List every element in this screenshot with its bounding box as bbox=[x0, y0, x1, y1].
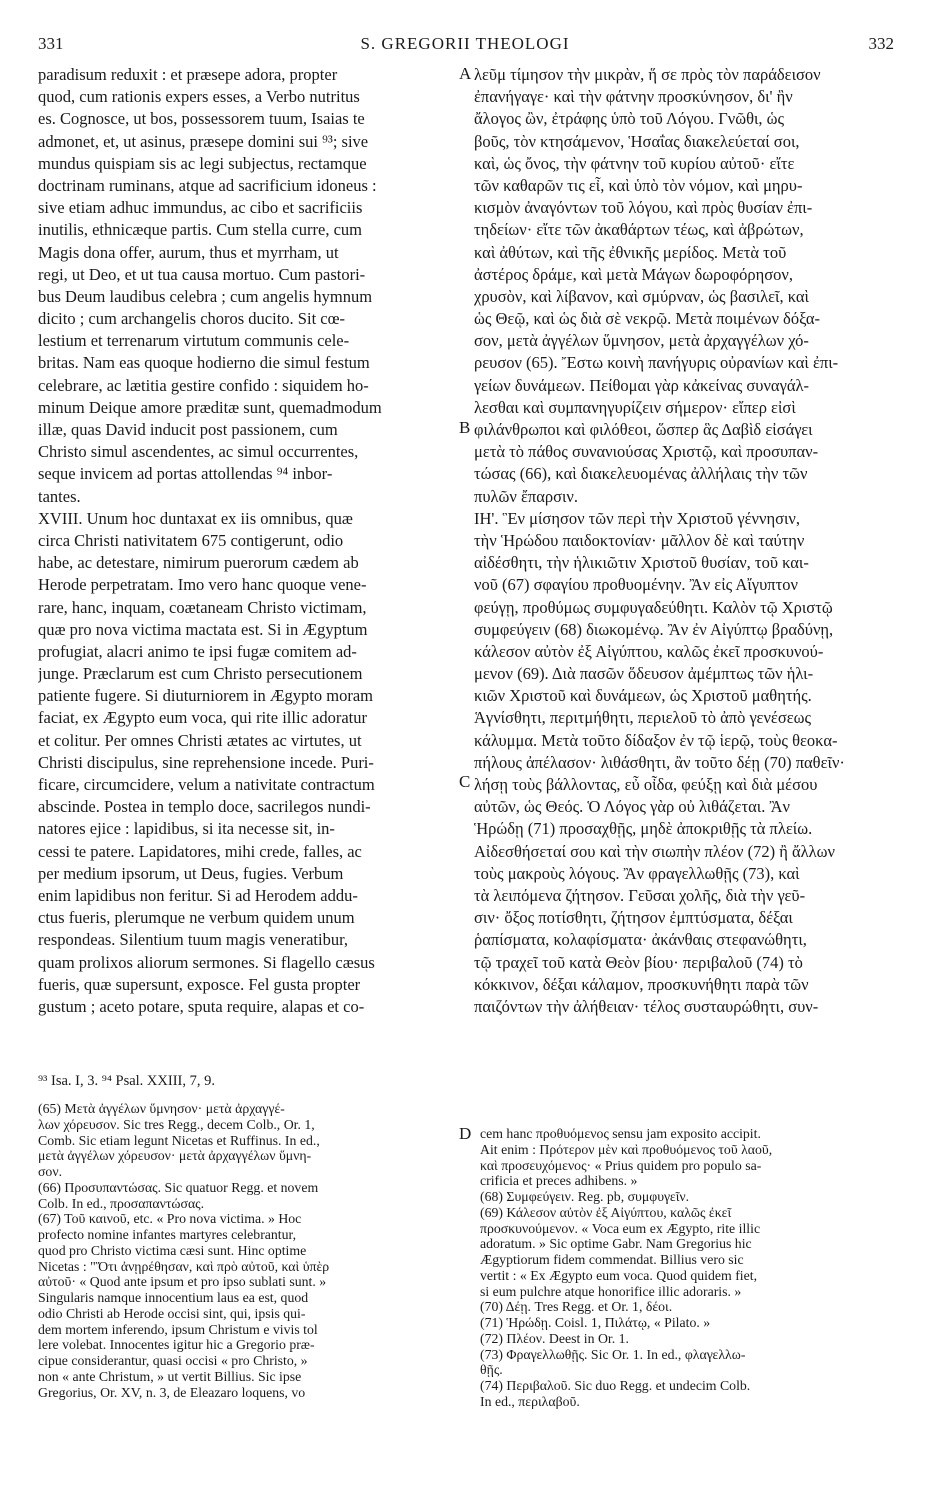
footnote-line: crificia et preces adhibens. » bbox=[480, 1173, 638, 1189]
footnote-line: καὶ προσευχόμενος· « Prius quidem pro populo sa- bbox=[480, 1157, 762, 1173]
footnote-line: cem hanc προθυόμενος sensu jam exposito accipit. bbox=[480, 1126, 761, 1141]
footnote-line: adoratum. » Sic optime Gabr. Nam Gregorius hic bbox=[480, 1236, 752, 1252]
footnote-line: odio Christi ab Herode occisi sint, qui, ipsis qui- bbox=[38, 1305, 306, 1321]
greek-text-line: μετὰ τὸ πάθος συνανιούσας Χριστῷ, καὶ προσυπαν- bbox=[474, 442, 819, 462]
latin-text-line: rare, hanc, inquam, coætaneam Christo victimam, bbox=[38, 597, 367, 617]
footnote-line: dem mortem inferendo, ipsum Christum e vivis tol bbox=[38, 1321, 318, 1337]
latin-text-line: patiente fugere. Si diuturniorem in Ægypto moram bbox=[38, 686, 373, 706]
latin-text-line: bus Deum laudibus celebra ; cum angelis hymnum bbox=[38, 286, 373, 306]
footnote-line: Ægyptiorum fidem commendat. Billius vero sic bbox=[480, 1252, 744, 1267]
margin-letter-c: C bbox=[459, 772, 471, 791]
footnote-line: quod pro Christo victima cæsi sunt. Hinc optime bbox=[38, 1242, 307, 1258]
footnote-line: (67) Τοῦ καινοῦ, etc. « Pro nova victima. » Hoc bbox=[38, 1211, 302, 1227]
greek-text-line: σιν· ὄξος ποτίσθητι, ζήτησον ἐμπτύσματα, δέξαι bbox=[474, 908, 793, 928]
latin-text-line: abscinde. Postea in templo doce, sacrilegos nundi- bbox=[38, 797, 371, 817]
footnote-line: λων χόρευσον. Sic tres Regg., decem Colb., Or. 1, bbox=[38, 1116, 315, 1132]
footnote-line: (72) Πλέον. Deest in Or. 1. bbox=[480, 1330, 630, 1346]
scripture-references: ⁹³ Isa. I, 3. ⁹⁴ Psal. XXIII, 7, 9. bbox=[38, 1073, 215, 1089]
greek-text-line: λήσῃ τοὺς βάλλοντας, εὖ οἶδα, φεύξῃ καὶ διὰ μέσου bbox=[474, 775, 818, 794]
greek-text-line: ἐπανήγαγε· καὶ τὴν φάτνην προσκύνησον, δι' ἣν bbox=[474, 87, 793, 107]
latin-text-line: junge. Præclarum est cum Christo persecutionem bbox=[38, 664, 363, 684]
greek-text-line: ρευσον (65). Ἔστω κοινὴ πανήγυρις οὐρανίων καὶ ἐπι- bbox=[474, 353, 839, 373]
greek-column bbox=[474, 64, 906, 1018]
footnote-line: Comb. Sic etiam legunt Nicetas et Ruffinus. In ed., bbox=[38, 1132, 320, 1148]
latin-text-line: quam prolixos aliorum sermones. Si flagello cæsus bbox=[38, 952, 375, 972]
footnote-line: (69) Κάλεσον αὐτὸν ἐξ Αἰγύπτου, καλῶς ἐκεῖ bbox=[480, 1204, 732, 1220]
footnote-line: Gregorius, Or. XV, n. 3, de Eleazaro loquens, vo bbox=[38, 1384, 306, 1400]
greek-text-line: ἀστέρος δράμε, καὶ μετὰ Μάγων δωροφόρησον, bbox=[474, 264, 794, 284]
latin-text-line: doctrinam ruminans, atque ad sacrificium idoneus : bbox=[38, 175, 377, 195]
greek-text-line: αἰδέσθητι, τὴν ἡλικιῶτιν Χριστοῦ θυσίαν, τοῦ και- bbox=[474, 553, 809, 573]
latin-text-line: Herode perpetratam. Imo vero hanc quoque vene- bbox=[38, 575, 367, 595]
latin-text-line: dicito ; cum archangelis choros ducito. Sit cœ- bbox=[38, 309, 346, 329]
greek-text-line: βοῦς, τὸν κτησάμενον, Ἡσαΐας διακελεύεταί σοι, bbox=[474, 131, 800, 151]
greek-text-line: κάλυμμα. Μετὰ τοῦτο δίδαξον ἐν τῷ ἱερῷ, τοὺς θεοκα- bbox=[474, 730, 838, 750]
latin-text-line: regi, ut Deo, et ut tua causa mortuo. Cum pastori- bbox=[38, 264, 366, 284]
latin-text-line: minum Deique amore præditæ sunt, quemadmodum bbox=[38, 397, 382, 417]
latin-text-line: es. Cognosce, ut bos, possessorem tuum, Isaias te bbox=[38, 109, 365, 129]
latin-text-line: quod, cum rationis expers esses, a Verbo nutritus bbox=[38, 87, 360, 107]
greek-text-line: παιζόντων τὴν ἀλήθειαν· τέλος συσταυρώθητι, συν- bbox=[474, 996, 819, 1016]
footnote-line: αὐτοῦ· « Quod ante ipsum et pro ipso sublati sunt. » bbox=[38, 1274, 327, 1290]
greek-text-line: τῶν καθαρῶν τις εἶ, καὶ ὑπὸ τὸν νόμον, καὶ μηρυ- bbox=[474, 175, 803, 195]
greek-text-line: πυλῶν ἔπαρσιν. bbox=[474, 486, 579, 506]
latin-text-line: Christi discipulus, sine reprehensione incede. Puri- bbox=[38, 752, 374, 772]
footnote-line: cipue considerantur, quasi occisi « pro Christo, » bbox=[38, 1353, 308, 1368]
greek-text-line: φεύγῃ, προθύμως συμφυγαδεύθητι. Καλὸν τῷ Χριστῷ bbox=[474, 597, 833, 617]
greek-text-line: τὰ λειπόμενα ζήτησον. Γεῦσαι χολῆς, διὰ τὴν γεῦ- bbox=[474, 885, 806, 905]
latin-text-line: habe, ac detestare, nimirum puerorum cædem ab bbox=[38, 553, 359, 573]
footnote-line: vertit : « Ex Ægypto eum voca. Quod quidem fiet, bbox=[480, 1267, 758, 1283]
footnote-line: Singularis namque innocentium laus ea est, quod bbox=[38, 1290, 309, 1305]
latin-text-line: gustum ; aceto potare, sputa require, alapas et co- bbox=[38, 996, 365, 1016]
greek-text-line: τῷ τραχεῖ τοῦ κατὰ Θεὸν βίου· περιβαλοῦ (74) τὸ bbox=[474, 952, 803, 972]
latin-text-line: mundus quispiam sis ac legi subjectus, rectamque bbox=[38, 153, 367, 173]
latin-text-line: circa Christi nativitatem 675 contigerunt, odio bbox=[38, 530, 344, 550]
latin-text-line: Magis dona offer, aurum, thus et myrrham, ut bbox=[38, 242, 339, 262]
footnote-line: In ed., περιλαβοῦ. bbox=[480, 1393, 580, 1409]
footnote-line: Nicetas : "Ὅτι ἀνῃρέθησαν, καὶ πρὸ αὐτοῦ, καὶ ὑπὲρ bbox=[38, 1258, 330, 1274]
latin-text-line: natores ejice : lapidibus, si ita necesse sit, in- bbox=[38, 819, 335, 839]
latin-text-line: profugiat, alacri animo te ipsi fugæ comitem ad- bbox=[38, 641, 357, 661]
footnote-line: (68) Συμφεύγειν. Reg. pb, συμφυγεῖν. bbox=[480, 1189, 690, 1204]
latin-text-line: enim lapidibus non feritur. Si ad Herodem addu- bbox=[38, 885, 358, 905]
footnote-line: (66) Προσυπαντώσας. Sic quatuor Regg. et novem bbox=[38, 1179, 319, 1195]
latin-text-line: per medium ipsorum, ut Deus, fugies. Verbum bbox=[38, 863, 344, 883]
greek-text-line: ΙΗ'. Ἓν μίσησον τῶν περὶ τὴν Χριστοῦ γέννησιν, bbox=[474, 508, 801, 528]
latin-text-line: et colitur. Per omnes Christi ætates ac virtutes, ut bbox=[38, 730, 362, 750]
greek-text-line: γείων δυνάμεων. Πείθομαι γὰρ κἀκείνας συναγάλ- bbox=[474, 375, 810, 395]
greek-text-line: καὶ ἀθύτων, καὶ τῆς ἐθνικῆς μερίδος. Μετὰ τοῦ bbox=[474, 242, 787, 262]
running-title: S. GREGORII THEOLOGI bbox=[360, 34, 570, 53]
greek-text-line: σον, μετὰ ἀγγέλων ὕμνησον, μετὰ ἀρχαγγέλων χό- bbox=[474, 331, 809, 351]
footnotes-left bbox=[38, 1101, 456, 1400]
latin-column bbox=[38, 64, 456, 1018]
greek-text-line: καὶ, ὡς ὄνος, τὴν φάτνην τοῦ κυρίου αὐτοῦ· εἴτε bbox=[474, 153, 795, 173]
page-number-left: 331 bbox=[38, 34, 64, 53]
margin-letter-a: A bbox=[459, 64, 472, 83]
margin-letter-d: D bbox=[459, 1124, 472, 1143]
latin-text-line: inutilis, ethnicæque partis. Cum stella curre, cum bbox=[38, 220, 362, 240]
latin-text-line: quæ pro nova victima mactata est. Si in Ægyptum bbox=[38, 619, 368, 639]
footnote-line: profecto nomine infantes martyres celebrantur, bbox=[38, 1227, 297, 1242]
greek-text-line: τοὺς μακροὺς λόγους. Ἂν φραγελλωθῇς (73), καὶ bbox=[474, 863, 800, 883]
greek-text-line: Ἡρώδῃ (71) προσαχθῇς, μηδὲ ἀποκριθῇς τὰ πλείω. bbox=[474, 819, 813, 839]
latin-text-line: seque invicem ad portas attollendas ⁹⁴ inbor- bbox=[38, 464, 333, 484]
greek-text-line: τηδείων· εἴτε τῶν ἀκαθάρτων τέως, καὶ ἀβρώτων, bbox=[474, 220, 804, 240]
greek-text-line: λεῦμ τίμησον τὴν μικρὰν, ἥ σε πρὸς τὸν παράδεισον bbox=[474, 65, 821, 84]
latin-text-line: ficare, circumcidere, velum a nativitate contractum bbox=[38, 775, 375, 794]
latin-text-line: tantes. bbox=[38, 486, 81, 506]
latin-text-line: cessi te patere. Lapidatores, mihi crede, falles, ac bbox=[38, 841, 362, 861]
latin-text-line: ctus fueris, plerumque ne verbum quidem unum bbox=[38, 908, 355, 928]
greek-text-line: κισμὸν ἀναγόντων τοῦ λόγου, καὶ πρὸς θυσίαν ἐπι- bbox=[474, 198, 813, 218]
footnote-line: (70) Δέῃ. Tres Regg. et Or. 1, δέοι. bbox=[480, 1299, 673, 1315]
footnote-line: θῇς. bbox=[480, 1362, 503, 1378]
greek-text-line: συμφεύγειν (68) διωκομένῳ. Ἂν ἐν Αἰγύπτῳ βραδύνῃ, bbox=[474, 619, 834, 639]
footnote-line: Colb. In ed., προσαπαντώσας. bbox=[38, 1195, 205, 1211]
greek-text-line: νοῦ (67) σφαγίου προθυομένην. Ἂν εἰς Αἴγυπτον bbox=[474, 575, 798, 595]
greek-text-line: λεσθαι καὶ συμπανηγυρίζειν σήμερον· εἴπερ εἰσὶ bbox=[474, 397, 796, 417]
latin-text-line: paradisum reduxit : et præsepe adora, propter bbox=[38, 65, 338, 84]
greek-text-line: τώσας (66), καὶ διακελευομένας ἀλλήλαις τὴν τῶν bbox=[474, 464, 808, 484]
footnotes-right bbox=[480, 1126, 906, 1410]
latin-text-line: faciat, ex Ægypto eum voca, qui rite illic adoratur bbox=[38, 708, 367, 728]
latin-text-line: fueris, quæ supersunt, exposce. Fel gusta propter bbox=[38, 974, 361, 994]
footnote-line: lere volebat. Innocentes igitur hic a Gregorio præ- bbox=[38, 1337, 315, 1353]
running-header bbox=[0, 34, 930, 58]
greek-text-line: αὐτῶν, ὡς Θεός. Ὁ Λόγος γὰρ οὐ λιθάζεται. Ἂν bbox=[474, 797, 790, 817]
latin-text-line: illæ, quas David inducit post passionem, cum bbox=[38, 420, 338, 439]
greek-text-line: πήλους ἀπέλασον· λιθάσθητι, ἂν τοῦτο δέῃ (70) παθεῖν· bbox=[474, 752, 845, 772]
latin-text-line: britas. Nam eas quoque hodierno die simul festum bbox=[38, 353, 370, 373]
footnote-line: (71) Ἡρώδῃ. Coisl. 1, Πιλάτῳ, « Pilato. » bbox=[480, 1315, 711, 1330]
greek-text-line: μενον (69). Διὰ πασῶν ὅδευσον ἀμέμπτως τῶν ἡλι- bbox=[474, 664, 814, 684]
margin-letter-b: B bbox=[459, 418, 471, 437]
latin-text-line: admonet, et, ut asinus, præsepe domini sui ⁹³; sive bbox=[38, 131, 369, 151]
latin-text-line: XVIII. Unum hoc duntaxat ex iis omnibus, quæ bbox=[38, 508, 353, 528]
footnote-line: si eum pulchre atque honorifice illic adoraris. » bbox=[480, 1283, 742, 1299]
greek-text-line: φιλάνθρωποι καὶ φιλόθεοι, ὥσπερ ἃς Δαβὶδ εἰσάγει bbox=[474, 420, 813, 439]
page-number-right: 332 bbox=[868, 34, 894, 53]
footnote-line: (74) Περιβαλοῦ. Sic duo Regg. et undecim Colb. bbox=[480, 1378, 751, 1393]
latin-text-line: Christo simul ascendentes, ac simul occurrentes, bbox=[38, 442, 359, 462]
footnote-line: προσκυνούμενον. « Voca eum ex Ægypto, rite illic bbox=[480, 1220, 761, 1236]
latin-text-line: sive etiam adhuc immundus, ac cibo et sacrificiis bbox=[38, 198, 363, 218]
footnote-line: σον. bbox=[38, 1164, 63, 1179]
greek-text-line: ῥαπίσματα, κολαφίσματα· ἀκάνθαις στεφανώθητι, bbox=[474, 930, 807, 950]
latin-text-line: celebrare, ac lætitia gestire confido : siquidem ho- bbox=[38, 375, 369, 395]
latin-text-line: respondeas. Silentium tuum magis veneratibur, bbox=[38, 930, 349, 950]
greek-text-line: ἄλογος ὢν, ἐτράφης ὑπὸ τοῦ Λόγου. Γνῶθι, ὡς bbox=[474, 109, 785, 129]
greek-text-line: Αἰδεσθήσεταί σου καὶ τὴν σιωπὴν πλέον (72) ἢ ἄλλων bbox=[474, 841, 835, 861]
greek-text-line: χρυσὸν, καὶ λίβανον, καὶ σμύρναν, ὡς βασιλεῖ, καὶ bbox=[474, 286, 809, 306]
footnote-line: (73) Φραγελλωθῇς. Sic Or. 1. In ed., φλαγελλω- bbox=[480, 1346, 746, 1362]
footnote-line: (65) Μετὰ ἀγγέλων ὕμνησον· μετὰ ἀρχαγγέ- bbox=[38, 1101, 285, 1116]
footnote-line: μετὰ ἀγγέλων χόρευσον· μετὰ ἀρχαγγέλων ὕμνη- bbox=[38, 1148, 312, 1164]
latin-text-line: lestium et terrenarum virtutum communis cele- bbox=[38, 331, 350, 351]
greek-text-line: κιῶν Χριστοῦ καὶ δυνάμεων, ὡς Χριστοῦ μαθητής. bbox=[474, 686, 812, 706]
greek-text-line: τὴν Ἡρώδου παιδοκτονίαν· μᾶλλον δὲ καὶ ταύτην bbox=[474, 530, 805, 550]
greek-text-line: ὡς Θεῷ, καὶ ὡς διὰ σὲ νεκρῷ. Μετὰ ποιμένων δόξα- bbox=[474, 309, 820, 329]
greek-text-line: Ἁγνίσθητι, περιτμήθητι, περιελοῦ τὸ ἀπὸ γενέσεως bbox=[474, 708, 812, 728]
footnote-line: non « ante Christum, » ut vertit Billius. Sic ipse bbox=[38, 1368, 302, 1384]
greek-text-line: κόκκινον, δέξαι κάλαμον, προσκυνήθητι παρὰ τῶν bbox=[474, 974, 809, 994]
footnote-line: Ait enim : Πρότερον μὲν καὶ προθυόμενος τοῦ λαοῦ, bbox=[480, 1141, 773, 1157]
greek-text-line: κάλεσον αὐτὸν ἐξ Αἰγύπτου, καλῶς ἐκεῖ προσκυνού- bbox=[474, 641, 824, 661]
